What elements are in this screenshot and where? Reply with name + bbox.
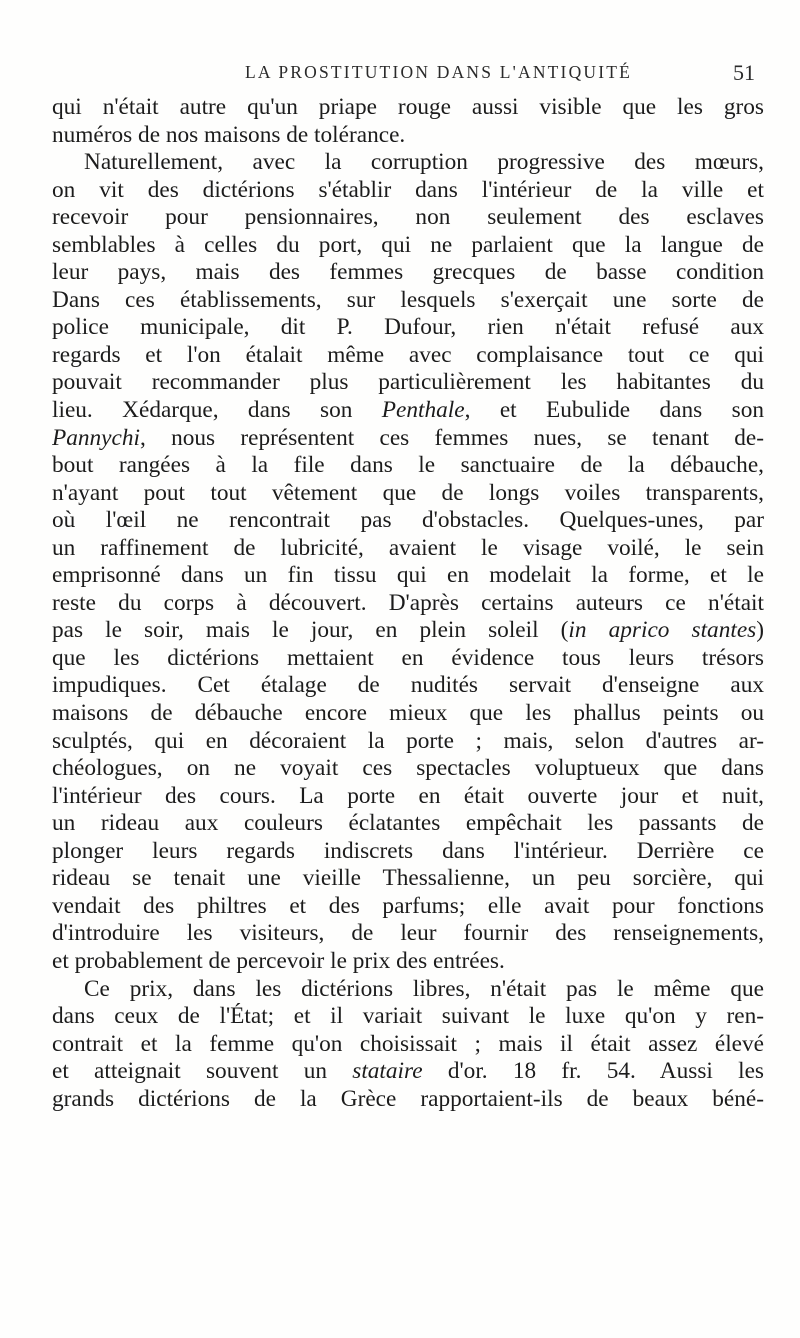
text-line: maisons de débauche encore mieux que les phallus peints ou	[52, 700, 764, 727]
text-line: lieu. Xédarque, dans son Penthale, et Eubulide dans son	[52, 397, 764, 424]
text-line: impudiques. Cet étalage de nudités servait d'enseigne aux	[52, 672, 764, 699]
text-line: pouvait recommander plus particulièrement les habitantes du	[52, 369, 764, 396]
text-line: numéros de nos maisons de tolérance.	[52, 121, 406, 148]
text-line: leur pays, mais des femmes grecques de basse condition	[52, 259, 764, 286]
text-line: chéologues, on ne voyait ces spectacles voluptueux que dans	[52, 755, 764, 782]
page-number: 51	[733, 60, 755, 85]
text-line: police municipale, dit P. Dufour, rien n'était refusé aux	[52, 314, 764, 341]
text-line: plonger leurs regards indiscrets dans l'intérieur. Derrière ce	[52, 837, 764, 864]
text-line: contrait et la femme qu'on choisissait ; mais il était assez élevé	[52, 1030, 764, 1057]
text-line: on vit des dictérions s'établir dans l'intérieur de la ville et	[52, 176, 764, 203]
body-text	[52, 94, 764, 1113]
text-line: un rideau aux couleurs éclatantes empêchait les passants de	[52, 810, 764, 837]
text-line: recevoir pour pensionnaires, non seulement des esclaves	[52, 204, 764, 231]
text-line: où l'œil ne rencontrait pas d'obstacles. Quelques-unes, par	[52, 507, 764, 534]
text-line: Dans ces établissements, sur lesquels s'exerçait une sorte de	[52, 286, 764, 313]
text-line: Naturellement, avec la corruption progressive des mœurs,	[84, 149, 764, 176]
text-line: emprisonné dans un fin tissu qui en modelait la forme, et le	[52, 562, 764, 589]
text-line: grands dictérions de la Grèce rapportaient-ils de beaux béné-	[52, 1085, 764, 1112]
text-line: d'introduire les visiteurs, de leur fournir des renseignements,	[52, 920, 764, 947]
text-line: et atteignait souvent un stataire d'or. 18 fr. 54. Aussi les	[52, 1058, 764, 1085]
running-head	[0, 52, 800, 92]
text-line: regards et l'on étalait même avec complaisance tout ce qui	[52, 341, 764, 368]
text-line: dans ceux de l'État; et il variait suivant le luxe qu'on y ren-	[52, 1003, 764, 1030]
text-line: Ce prix, dans les dictérions libres, n'était pas le même que	[84, 975, 764, 1002]
text-line: sculptés, qui en décoraient la porte ; mais, selon d'autres ar-	[52, 727, 764, 754]
text-line: semblables à celles du port, qui ne parlaient que la langue de	[52, 231, 764, 258]
text-line: rideau se tenait une vieille Thessalienne, un peu sorcière, qui	[52, 865, 764, 892]
text-line: bout rangées à la file dans le sanctuaire de la débauche,	[52, 452, 764, 479]
text-line: pas le soir, mais le jour, en plein soleil (in aprico stantes)	[52, 617, 764, 644]
text-line: et probablement de percevoir le prix des entrées.	[52, 947, 505, 974]
text-line: reste du corps à découvert. D'après certains auteurs ce n'était	[52, 589, 764, 616]
text-line: n'ayant pout tout vêtement que de longs voiles transparents,	[52, 479, 764, 506]
text-line: un raffinement de lubricité, avaient le visage voilé, le sein	[52, 534, 764, 561]
text-line: vendait des philtres et des parfums; elle avait pour fonctions	[52, 892, 764, 919]
text-line: Pannychi, nous représentent ces femmes nues, se tenant de-	[52, 424, 764, 451]
text-line: l'intérieur des cours. La porte en était ouverte jour et nuit,	[52, 782, 764, 809]
text-line: qui n'était autre qu'un priape rouge aussi visible que les gros	[52, 94, 764, 120]
running-title: LA PROSTITUTION DANS L'ANTIQUITÉ	[245, 62, 633, 82]
text-line: que les dictérions mettaient en évidence tous leurs trésors	[52, 644, 764, 671]
